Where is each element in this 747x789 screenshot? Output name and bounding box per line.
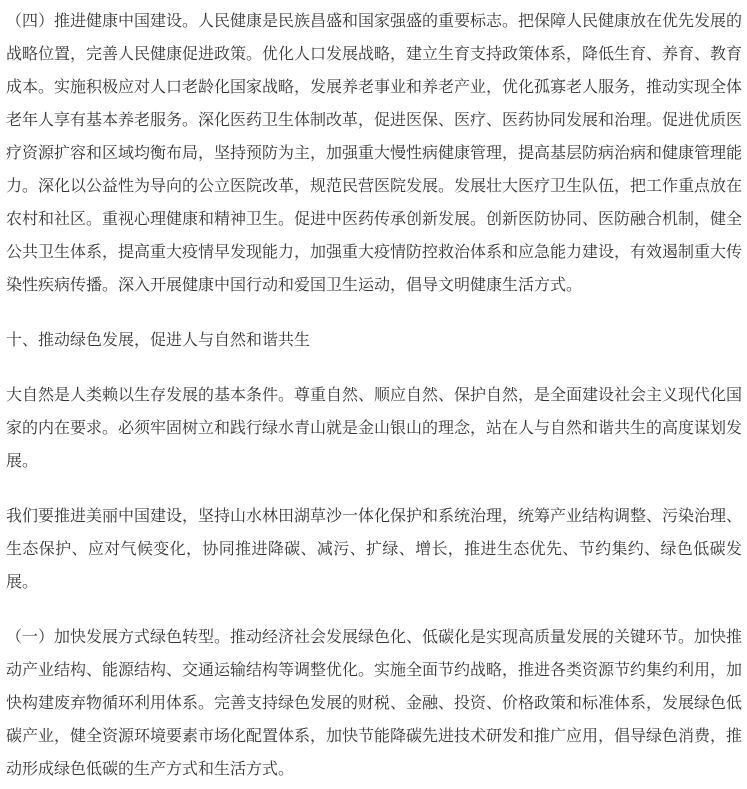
section-heading-green-development: 十、推动绿色发展，促进人与自然和谐共生 [6,332,311,349]
paragraph-health-china: （四）推进健康中国建设。人民健康是民族昌盛和国家强盛的重要标志。把保障人民健康放在优先发展的战略位置，完善人民健康促进政策。优化人口发展战略，建立生育支持政策体系，降低生育、养育、教育成本。实施积极应对人口老龄化国家战略，发展养老事业和养老产业，优化孤寡老人服务，推动实现全体老年人享有基本养老服务。深化医药卫生体制改革，促进医保、医疗、医药协同发展和治理。促进优质医疗资源扩容和区域均衡布局，坚持预防为主，加强重大慢性病健康管理，提高基层防病治病和健康管理能力。深化以公益性为导向的公立医院改革，规范民营医院发展。发展壮大医疗卫生队伍，把工作重点放在农村和社区。重视心理健康和精神卫生。促进中医药传承创新发展。创新医防协同、医防融合机制，健全公共卫生体系，提高重大疫情早发现能力，加强重大疫情防控救治体系和应急能力建设，有效遏制重大传染性疾病传播。深入开展健康中国行动和爱国卫生运动，倡导文明健康生活方式。 [6,13,743,294]
paragraph-beautiful-china: 我们要推进美丽中国建设，坚持山水林田湖草沙一体化保护和系统治理，统筹产业结构调整、污染治理、生态保护、应对气候变化，协同推进降碳、减污、扩绿、增长，推进生态优先、节约集约、绿色低碳发展。 [6,508,743,591]
paragraph-green-transition: （一）加快发展方式绿色转型。推动经济社会发展绿色化、低碳化是实现高质量发展的关键环节。加快推动产业结构、能源结构、交通运输结构等调整优化。实施全面节约战略，推进各类资源节约集约利用，加快构建废弃物循环利用体系。完善支持绿色发展的财税、金融、投资、价格政策和标准体系，发展绿色低碳产业，健全资源环境要素市场化配置体系，加快节能降碳先进技术研发和推广应用，倡导绿色消费，推动形成绿色低碳的生产方式和生活方式。 [6,629,743,778]
paragraph-nature-foundation: 大自然是人类赖以生存发展的基本条件。尊重自然、顺应自然、保护自然，是全面建设社会主义现代化国家的内在要求。必须牢固树立和践行绿水青山就是金山银山的理念，站在人与自然和谐共生的高度谋划发展。 [6,387,743,470]
